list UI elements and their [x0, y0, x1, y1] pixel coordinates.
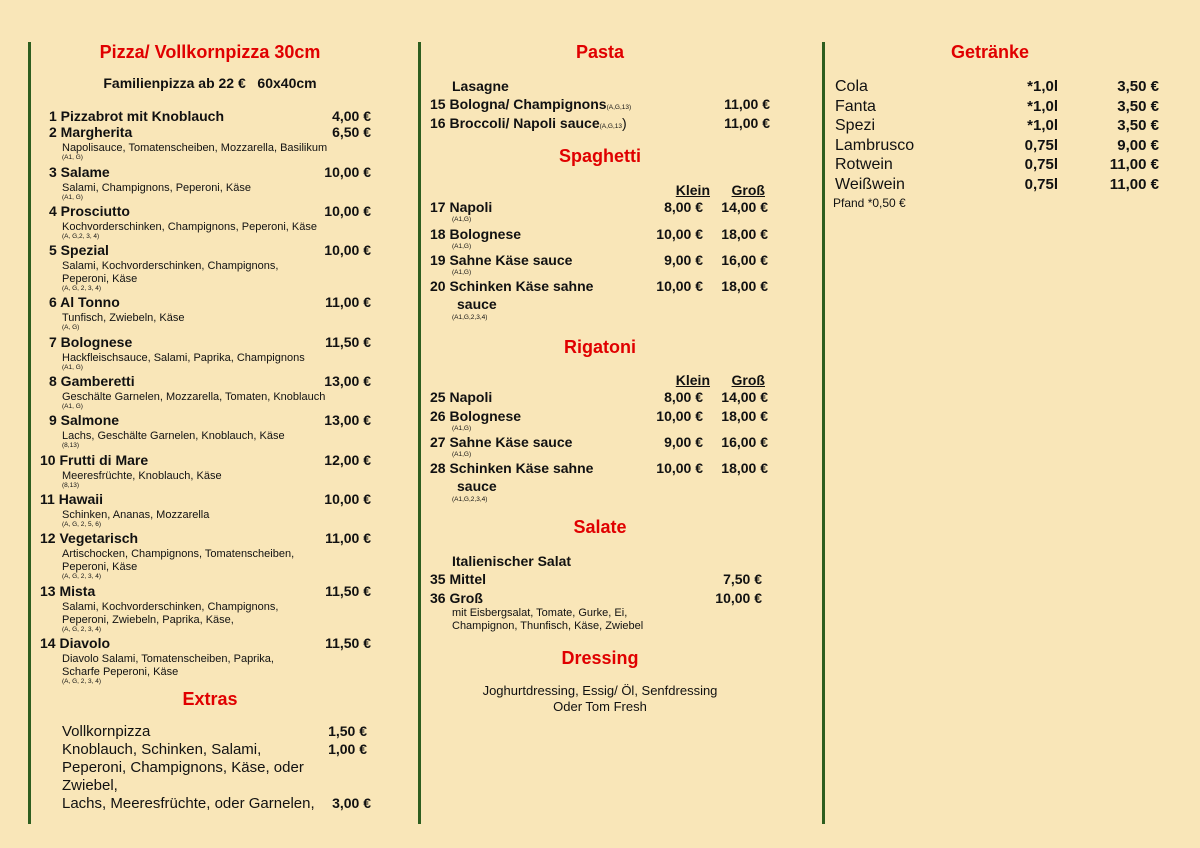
salate-item-35: 35 Mittel [430, 571, 487, 587]
extras-line-4: Zwiebel, [62, 777, 118, 794]
pizza-item-name: 1 Pizzabrot mit Knoblauch [49, 108, 225, 124]
pasta-item-15-name: 15 Bologna/ Champignons [430, 96, 607, 112]
pizza-heading: Pizza/ Vollkornpizza 30cm [99, 42, 321, 62]
extras-price-5: 3,00 € [332, 795, 371, 811]
drink-size: *1,0l [1027, 117, 1058, 135]
pizza-item-price: 4,00 € [332, 108, 371, 124]
pasta-item-16-code-close: ) [622, 115, 627, 131]
rigatoni-item-allergen-code: (A1,G) [452, 451, 472, 458]
rigatoni-item-name: 25 Napoli [430, 389, 493, 405]
pizza-item-allergen-code: (A1, G) [62, 194, 83, 201]
extras-line-3: Peperoni, Champignons, Käse, oder [62, 759, 304, 776]
pizza-item-allergen-code: (A, G, 2, 3, 4) [62, 626, 102, 633]
pizza-item-name: 5 Spezial [49, 242, 109, 258]
pizza-item-price: 6,50 € [332, 124, 371, 140]
rigatoni-item-name: 26 Bolognese [430, 408, 522, 424]
spaghetti-item-name: 18 Bolognese [430, 226, 522, 242]
pizza-item-desc: Schinken, Ananas, Mozzarella [62, 509, 210, 521]
rigatoni-item-name: 28 Schinken Käse sahne [430, 460, 594, 476]
pizza-item-price: 10,00 € [324, 491, 371, 507]
drink-size: 0,75l [1024, 176, 1058, 193]
family-pizza-note: Familienpizza ab 22 € 60x40cm [103, 75, 317, 91]
pasta-item-16-code: (A,G,13 [599, 123, 623, 130]
spaghetti-item-allergen-code: (A1,G) [452, 216, 472, 223]
pizza-item-allergen-code: (A, G, 2, 3, 4) [62, 285, 102, 292]
pizza-item-name: 14 Diavolo [40, 635, 111, 651]
drink-size: *1,0l [1027, 78, 1058, 95]
drink-size: *1,0l [1027, 97, 1058, 115]
pizza-item-price: 12,00 € [324, 452, 371, 468]
drink-price: 3,50 € [1117, 97, 1159, 115]
pizza-item-name: 10 Frutti di Mare [40, 452, 149, 468]
rigatoni-item-price-gross: 16,00 € [721, 434, 768, 450]
pizza-item-name: 13 Mista [40, 583, 96, 599]
rigatoni-item-name: 27 Sahne Käse sauce [430, 434, 573, 450]
drink-name: Lambrusco [835, 136, 915, 154]
spaghetti-heading: Spaghetti [558, 146, 641, 166]
pizza-item-allergen-code: (A, G, 2, 5, 6) [62, 521, 102, 528]
drink-name: Spezi [835, 117, 876, 135]
pizza-item-allergen-code: (8,13) [62, 482, 79, 489]
spaghetti-item-name: 19 Sahne Käse sauce [430, 252, 573, 268]
pizza-item-name: 9 Salmone [49, 412, 120, 428]
pizza-item-name: 6 Al Tonno [49, 294, 120, 310]
spaghetti-item-price-klein: 10,00 € [656, 278, 703, 294]
pizza-item-desc: Peperoni, Käse [62, 273, 138, 285]
pizza-item-allergen-code: (8,13) [62, 442, 79, 449]
salate-desc-1: mit Eisbergsalat, Tomate, Gurke, Ei, [452, 607, 628, 619]
pizza-item-name: 8 Gamberetti [49, 373, 135, 389]
extras-line-2: Knoblauch, Schinken, Salami, [62, 741, 262, 758]
spaghetti-gross-header: Groß [731, 182, 765, 198]
pizza-item-desc: Tunfisch, Zwiebeln, Käse [62, 312, 185, 324]
extras-price-1: 1,50 € [328, 723, 367, 739]
pizza-item-desc: Hackfleischsauce, Salami, Paprika, Champignons [62, 352, 305, 364]
rigatoni-heading: Rigatoni [564, 337, 636, 357]
rigatoni-item-allergen-code: (A1,G) [452, 425, 472, 432]
pizza-item-price: 11,00 € [325, 530, 371, 546]
pizza-item-allergen-code: (A1, G) [62, 403, 83, 410]
salate-subtitle: Italienischer Salat [452, 553, 572, 569]
salate-item-36-price: 10,00 € [715, 590, 762, 606]
pizza-item-desc: Peperoni, Käse [62, 561, 138, 573]
pizza-item-desc: Lachs, Geschälte Garnelen, Knoblauch, Käse [62, 430, 285, 442]
dressing-line-1: Joghurtdressing, Essig/ Öl, Senfdressing [482, 683, 718, 698]
extras-line-1: Vollkornpizza [62, 723, 151, 740]
pizza-item-name: 11 Hawaii [40, 491, 104, 507]
pizza-item-desc: Salami, Kochvorderschinken, Champignons, [62, 601, 279, 613]
pizza-item-price: 11,50 € [325, 583, 371, 599]
pizza-item-price: 10,00 € [324, 242, 371, 258]
rigatoni-item-price-gross: 18,00 € [721, 408, 768, 424]
drink-size: 0,75l [1024, 136, 1058, 154]
pizza-item-name: 4 Prosciutto [49, 203, 130, 219]
extras-price-2: 1,00 € [328, 741, 367, 757]
spaghetti-item-allergen-code: (A1,G) [452, 243, 472, 250]
pizza-item-desc: Geschälte Garnelen, Mozzarella, Tomaten, Knoblauch [62, 391, 326, 403]
rigatoni-item-price-klein: 9,00 € [664, 434, 703, 450]
pizza-item-allergen-code: (A, G,2, 3, 4) [62, 233, 100, 240]
spaghetti-item-price-klein: 9,00 € [664, 252, 703, 268]
pizza-item-price: 10,00 € [324, 203, 371, 219]
spaghetti-item-name: 17 Napoli [430, 199, 493, 215]
rigatoni-item-name-cont: sauce [457, 478, 497, 494]
pasta-item-15-code: (A,G,13) [606, 104, 632, 111]
drink-name: Rotwein [835, 156, 893, 174]
spaghetti-item-allergen-code: (A1,G,2,3,4) [452, 314, 488, 321]
spaghetti-item-price-gross: 18,00 € [721, 226, 768, 242]
rigatoni-klein-header: Klein [675, 372, 710, 388]
pizza-item-desc: Kochvorderschinken, Champignons, Peperoni, Käse [62, 221, 317, 233]
extras-heading: Extras [182, 689, 238, 709]
pizza-item-allergen-code: (A1, G) [62, 154, 83, 161]
pasta-heading: Pasta [575, 42, 625, 62]
rigatoni-gross-header: Groß [731, 372, 765, 388]
pizza-item-desc: Artischocken, Champignons, Tomatenscheiben, [62, 548, 295, 560]
rigatoni-item-price-klein: 10,00 € [656, 408, 703, 424]
pizza-item-desc: Diavolo Salami, Tomatenscheiben, Paprika, [62, 653, 274, 665]
pfand-note: Pfand *0,50 € [833, 196, 906, 210]
pizza-item-price: 13,00 € [324, 373, 371, 389]
rigatoni-item-price-gross: 18,00 € [721, 460, 768, 476]
pizza-item-allergen-code: (A, G, 2, 3, 4) [62, 573, 102, 580]
pizza-item-name: 3 Salame [49, 164, 110, 180]
spaghetti-item-name-cont: sauce [457, 296, 497, 312]
pizza-item-name: 7 Bolognese [49, 334, 133, 350]
spaghetti-item-name: 20 Schinken Käse sahne [430, 278, 594, 294]
pizza-item-allergen-code: (A1, G) [62, 364, 83, 371]
rigatoni-item-price-klein: 8,00 € [664, 389, 703, 405]
dressing-line-2: Oder Tom Fresh [553, 699, 647, 714]
drink-name: Weißwein [835, 176, 905, 193]
drinks-heading: Getränke [950, 42, 1030, 62]
drink-name: Cola [835, 78, 868, 95]
rigatoni-item-price-gross: 14,00 € [721, 389, 768, 405]
drink-price: 3,50 € [1117, 78, 1159, 95]
pizza-item-desc: Salami, Kochvorderschinken, Champignons, [62, 260, 279, 272]
rigatoni-item-allergen-code: (A1,G,2,3,4) [452, 496, 488, 503]
salate-heading: Salate [573, 517, 627, 537]
salate-desc-2: Champignon, Thunfisch, Käse, Zwiebel [452, 620, 644, 632]
pizza-item-allergen-code: (A, G, 2, 3, 4) [62, 678, 102, 685]
pizza-item-desc: Napolisauce, Tomatenscheiben, Mozzarella, Basilikum [62, 142, 328, 154]
pizza-item-price: 11,50 € [325, 334, 371, 350]
lasagne-label: Lasagne [452, 78, 509, 94]
divider-line-center-right [822, 42, 825, 824]
pasta-item-16 [430, 115, 627, 131]
pizza-item-name: 12 Vegetarisch [40, 530, 139, 546]
pizza-item-name: 2 Margherita [49, 124, 133, 140]
pizza-item-price: 11,00 € [325, 294, 371, 310]
spaghetti-klein-header: Klein [675, 182, 710, 198]
pasta-item-16-price: 11,00 € [724, 115, 770, 131]
extras-line-5: Lachs, Meeresfrüchte, oder Garnelen, [62, 795, 315, 812]
spaghetti-item-price-gross: 16,00 € [721, 252, 768, 268]
pizza-item-price: 10,00 € [324, 164, 371, 180]
spaghetti-item-price-klein: 8,00 € [664, 199, 703, 215]
drink-size: 0,75l [1024, 156, 1058, 174]
pizza-item-desc: Scharfe Peperoni, Käse [62, 666, 179, 678]
spaghetti-item-price-gross: 14,00 € [721, 199, 768, 215]
pizza-item-price: 11,50 € [325, 635, 371, 651]
spaghetti-item-price-klein: 10,00 € [656, 226, 703, 242]
salate-item-35-price: 7,50 € [723, 571, 762, 587]
pizza-item-allergen-code: (A, G) [62, 324, 80, 331]
salate-item-36: 36 Groß [430, 590, 483, 606]
pizza-item-desc: Meeresfrüchte, Knoblauch, Käse [62, 470, 222, 482]
spaghetti-item-allergen-code: (A1,G) [452, 269, 472, 276]
pasta-item-16-name: 16 Broccoli/ Napoli sauce [430, 115, 600, 131]
pasta-item-15 [430, 96, 631, 112]
dressing-heading: Dressing [561, 648, 639, 668]
drink-price: 11,00 € [1109, 176, 1159, 193]
rigatoni-item-price-klein: 10,00 € [656, 460, 703, 476]
drink-name: Fanta [835, 97, 876, 115]
pizza-item-desc: Salami, Champignons, Peperoni, Käse [62, 182, 251, 194]
drink-price: 3,50 € [1117, 117, 1159, 135]
drink-price: 11,00 € [1109, 156, 1159, 174]
drink-price: 9,00 € [1117, 136, 1159, 154]
pizza-item-desc: Peperoni, Zwiebeln, Paprika, Käse, [62, 614, 234, 626]
spaghetti-item-price-gross: 18,00 € [721, 278, 768, 294]
pizza-item-price: 13,00 € [324, 412, 371, 428]
pasta-item-15-price: 11,00 € [724, 96, 770, 112]
